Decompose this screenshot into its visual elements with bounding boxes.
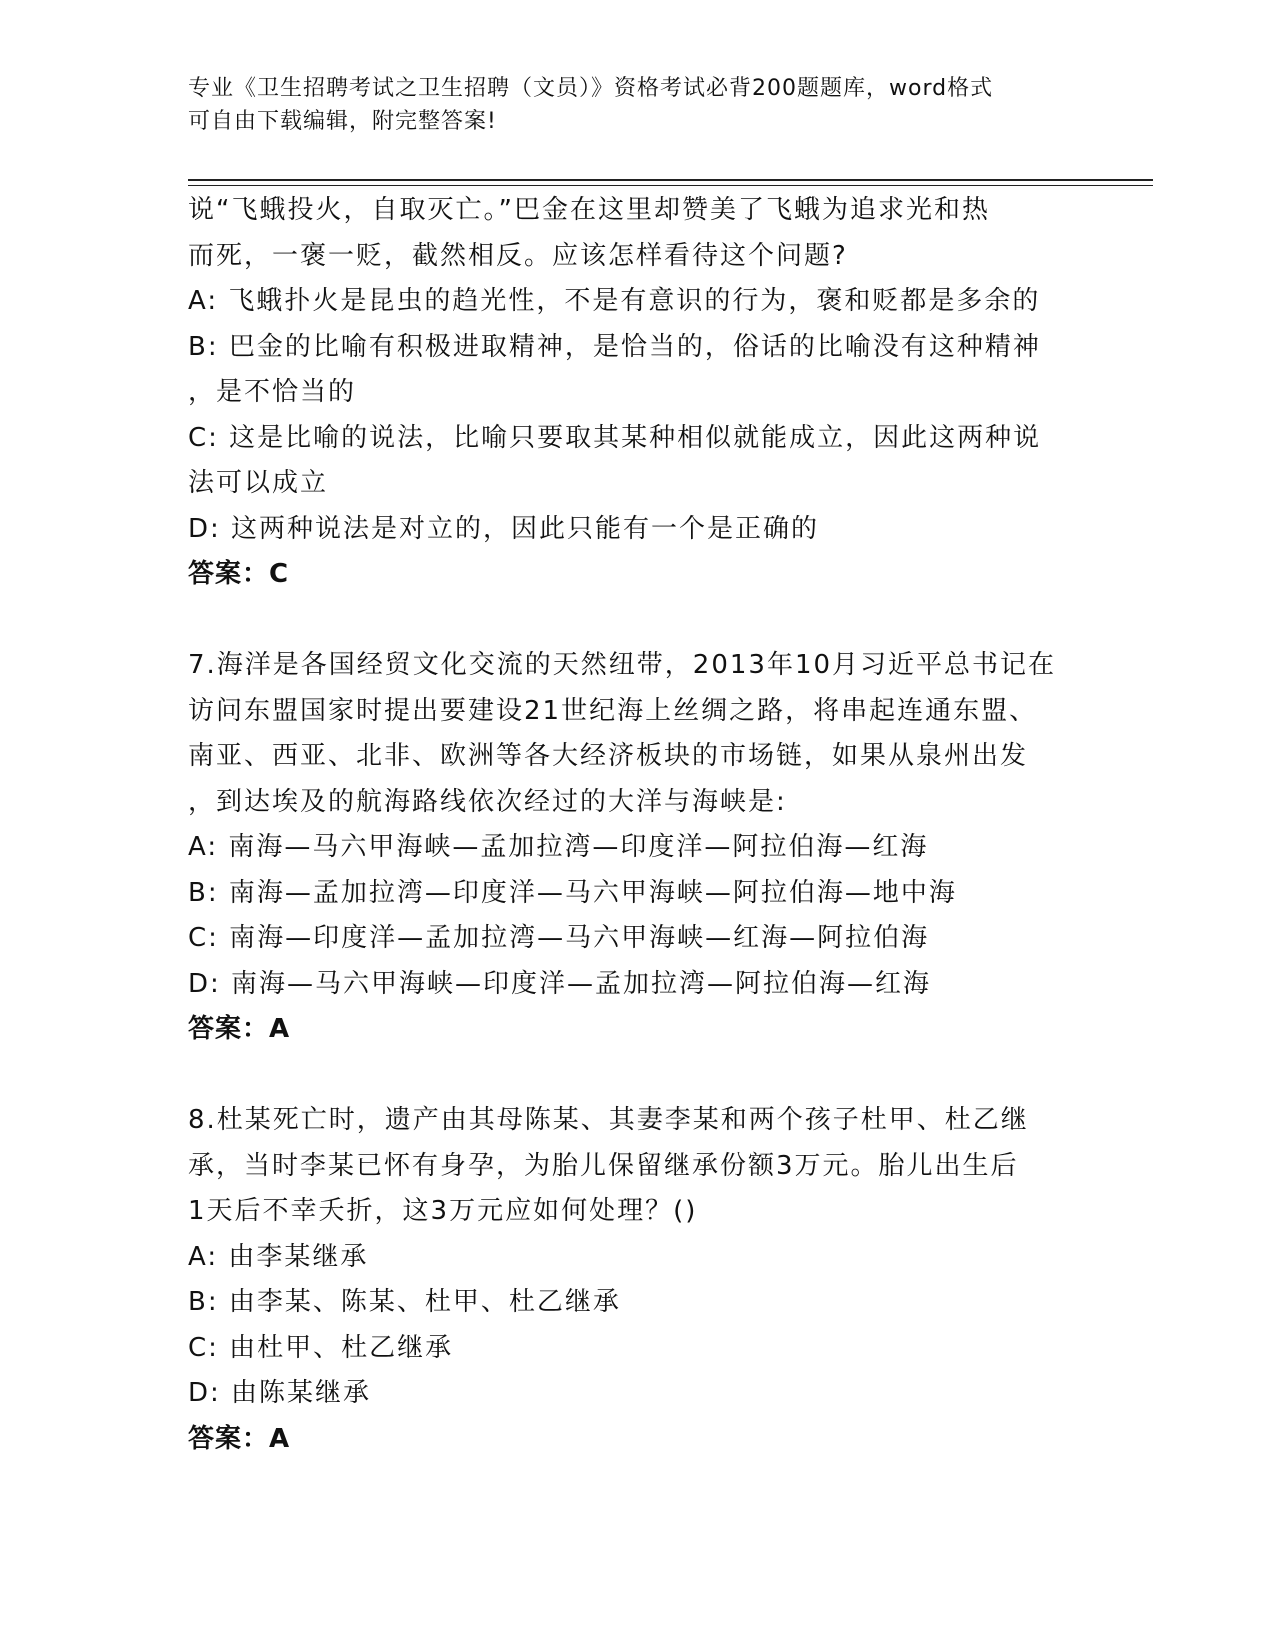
question-7-stem-line-2: 访问东盟国家时提出要建设21世纪海上丝绸之路，将串起连通东盟、 bbox=[188, 695, 1038, 726]
question-7-option-c: C: 南海—印度洋—孟加拉湾—马六甲海峡—红海—阿拉伯海 bbox=[188, 923, 930, 953]
question-7 bbox=[188, 643, 1088, 1053]
question-6-option-a: A: 飞蛾扑火是昆虫的趋光性，不是有意识的行为，褒和贬都是多余的 bbox=[188, 286, 1041, 316]
question-8-option-c: C: 由杜甲、杜乙继承 bbox=[188, 1332, 454, 1363]
question-6 bbox=[188, 188, 1088, 598]
question-7-option-a: A: 南海—马六甲海峡—孟加拉湾—印度洋—阿拉伯海—红海 bbox=[188, 832, 929, 862]
header-title-line-1: 专业《卫生招聘考试之卫生招聘（文员）》资格考试必背200题题库，word格式 bbox=[188, 76, 994, 101]
question-6-answer: 答案：C bbox=[188, 559, 290, 589]
header-divider-thin bbox=[188, 185, 1153, 186]
question-7-stem-line-3: 南亚、西亚、北非、欧洲等各大经济板块的市场链，如果从泉州出发 bbox=[188, 741, 1029, 771]
question-8-answer: 答案：A bbox=[188, 1423, 291, 1454]
document-header bbox=[188, 72, 1068, 138]
question-8-option-d: D: 由陈某继承 bbox=[188, 1378, 372, 1408]
question-7-option-b: B: 南海—孟加拉湾—印度洋—马六甲海峡—阿拉伯海—地中海 bbox=[188, 877, 957, 908]
question-spacer bbox=[188, 1053, 1088, 1099]
question-6-stem-line-2: 而死，一褒一贬，截然相反。应该怎样看待这个问题? bbox=[188, 240, 848, 271]
header-title-line-2: 可自由下载编辑，附完整答案! bbox=[188, 109, 497, 134]
question-6-option-d: D: 这两种说法是对立的，因此只能有一个是正确的 bbox=[188, 513, 820, 544]
question-6-option-c-line-1: C: 这是比喻的说法，比喻只要取其某种相似就能成立，因此这两种说 bbox=[188, 422, 1042, 453]
question-8-option-b: B: 由李某、陈某、杜甲、杜乙继承 bbox=[188, 1287, 621, 1317]
question-6-option-b-line-1: B: 巴金的比喻有积极进取精神，是恰当的，俗话的比喻没有这种精神 bbox=[188, 331, 1041, 362]
question-7-option-d: D: 南海—马六甲海峡—印度洋—孟加拉湾—阿拉伯海—红海 bbox=[188, 968, 932, 999]
question-8-stem-line-1: 8.杜某死亡时，遗产由其母陈某、其妻李某和两个孩子杜甲、杜乙继 bbox=[188, 1105, 1029, 1135]
header-divider-thick bbox=[188, 179, 1153, 181]
question-7-answer: 答案：A bbox=[188, 1014, 291, 1044]
question-8 bbox=[188, 1098, 1088, 1462]
question-7-stem-line-1: 7.海洋是各国经贸文化交流的天然纽带，2013年10月习近平总书记在 bbox=[188, 650, 1057, 680]
question-list bbox=[188, 188, 1088, 1462]
question-6-option-b-line-2: ，是不恰当的 bbox=[188, 377, 357, 407]
question-6-option-c-line-2: 法可以成立 bbox=[188, 468, 329, 498]
question-8-stem-line-3: 1天后不幸夭折，这3万元应如何处理？() bbox=[188, 1196, 698, 1226]
question-8-option-a: A: 由李某继承 bbox=[188, 1241, 369, 1272]
question-7-stem-line-4: ，到达埃及的航海路线依次经过的大洋与海峡是: bbox=[188, 786, 787, 817]
question-8-stem-line-2: 承，当时李某已怀有身孕，为胎儿保留继承份额3万元。胎儿出生后 bbox=[188, 1150, 1019, 1181]
question-spacer bbox=[188, 598, 1088, 644]
question-6-stem-line-1: 说“飞蛾投火，自取灭亡。”巴金在这里却赞美了飞蛾为追求光和热 bbox=[188, 195, 990, 225]
